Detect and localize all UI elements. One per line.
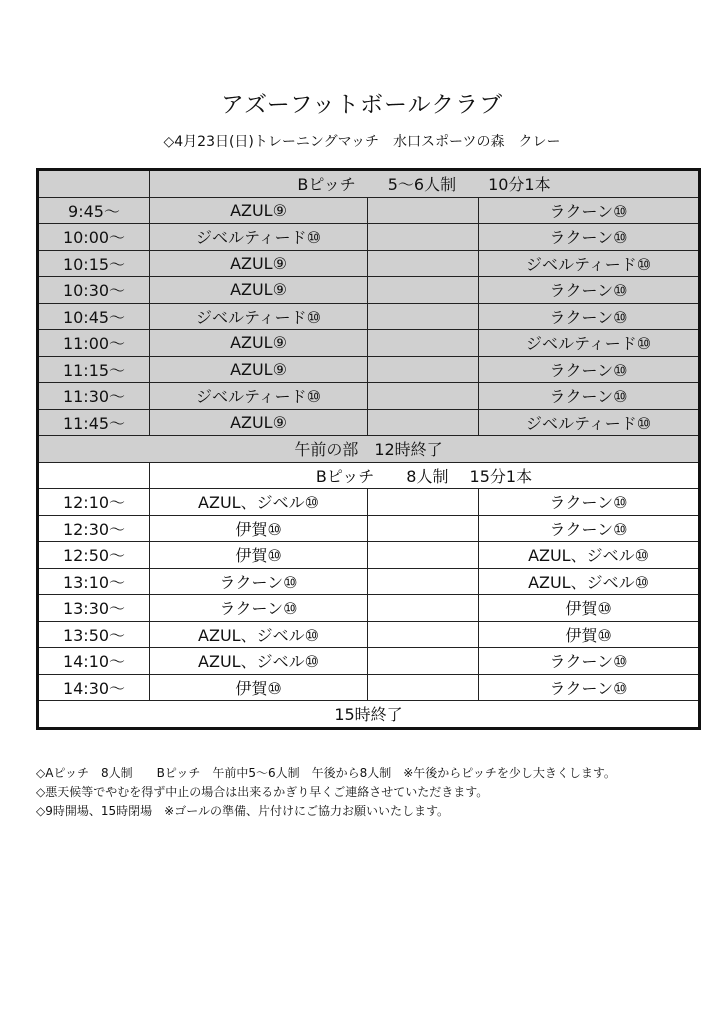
home-team: AZUL、ジベル⑩ bbox=[150, 621, 368, 648]
table-row bbox=[38, 489, 700, 516]
morning-end-row bbox=[38, 436, 700, 463]
notes bbox=[36, 764, 716, 821]
away-team: ジベルティード⑩ bbox=[479, 409, 700, 436]
home-team: 伊賀⑩ bbox=[150, 515, 368, 542]
match-time: 10:15～ bbox=[38, 250, 150, 277]
match-time: 14:10～ bbox=[38, 648, 150, 675]
match-time: 10:30～ bbox=[38, 277, 150, 304]
match-time: 13:50～ bbox=[38, 621, 150, 648]
match-time: 11:00～ bbox=[38, 330, 150, 357]
away-team: 伊賀⑩ bbox=[479, 621, 700, 648]
event-subtitle: ◇4月23日(日)トレーニングマッチ 水口スポーツの森 クレー bbox=[163, 134, 561, 150]
document-title: アズーフットボールクラブ bbox=[220, 92, 504, 118]
table-row bbox=[38, 277, 700, 304]
away-team: ラクーン⑩ bbox=[479, 224, 700, 251]
away-team: ラクーン⑩ bbox=[479, 383, 700, 410]
afternoon-header-row bbox=[38, 462, 700, 489]
note-line: ◇Aピッチ 8人制 Bピッチ 午前中5～6人制 午後から8人制 ※午後からピッチを少し大きくします。 bbox=[36, 766, 616, 780]
home-team: AZUL⑨ bbox=[150, 409, 368, 436]
match-time: 11:45～ bbox=[38, 409, 150, 436]
away-team: ラクーン⑩ bbox=[479, 303, 700, 330]
match-time: 9:45～ bbox=[38, 197, 150, 224]
away-team: ラクーン⑩ bbox=[479, 277, 700, 304]
header-blank-cell bbox=[38, 170, 150, 198]
away-team: ラクーン⑩ bbox=[479, 356, 700, 383]
table-row bbox=[38, 515, 700, 542]
away-team: ジベルティード⑩ bbox=[479, 250, 700, 277]
match-time: 10:45～ bbox=[38, 303, 150, 330]
home-team: 伊賀⑩ bbox=[150, 542, 368, 569]
away-team: ラクーン⑩ bbox=[479, 197, 700, 224]
empty-cell bbox=[368, 621, 479, 648]
home-team: 伊賀⑩ bbox=[150, 674, 368, 701]
table-row bbox=[38, 330, 700, 357]
home-team: AZUL⑨ bbox=[150, 330, 368, 357]
table-row bbox=[38, 648, 700, 675]
empty-cell bbox=[368, 595, 479, 622]
table-row bbox=[38, 595, 700, 622]
empty-cell bbox=[368, 515, 479, 542]
home-team: AZUL、ジベル⑩ bbox=[150, 648, 368, 675]
session-end-text: 15時終了 bbox=[38, 701, 700, 729]
table-row bbox=[38, 409, 700, 436]
table-row bbox=[38, 383, 700, 410]
pitch-header: Bピッチ 8人制 15分1本 bbox=[150, 462, 700, 489]
away-team: ラクーン⑩ bbox=[479, 674, 700, 701]
morning-header-row bbox=[38, 170, 700, 198]
session-end-text: 午前の部 12時終了 bbox=[38, 436, 700, 463]
match-time: 11:15～ bbox=[38, 356, 150, 383]
table-row bbox=[38, 542, 700, 569]
home-team: ジベルティード⑩ bbox=[150, 383, 368, 410]
note-line: ◇9時開場、15時閉場 ※ゴールの準備、片付けにご協力お願いいたします。 bbox=[36, 804, 449, 818]
note-line: ◇悪天候等でやむを得ず中止の場合は出来るかぎり早くご連絡させていただきます。 bbox=[36, 785, 489, 799]
empty-cell bbox=[368, 674, 479, 701]
away-team: ジベルティード⑩ bbox=[479, 330, 700, 357]
home-team: AZUL⑨ bbox=[150, 356, 368, 383]
away-team: ラクーン⑩ bbox=[479, 489, 700, 516]
empty-cell bbox=[368, 330, 479, 357]
match-time: 12:30～ bbox=[38, 515, 150, 542]
table-row bbox=[38, 674, 700, 701]
match-time: 11:30～ bbox=[38, 383, 150, 410]
match-time: 12:10～ bbox=[38, 489, 150, 516]
home-team: ラクーン⑩ bbox=[150, 568, 368, 595]
home-team: AZUL⑨ bbox=[150, 197, 368, 224]
table-row bbox=[38, 621, 700, 648]
table-row bbox=[38, 356, 700, 383]
home-team: ラクーン⑩ bbox=[150, 595, 368, 622]
empty-cell bbox=[368, 303, 479, 330]
match-time: 13:10～ bbox=[38, 568, 150, 595]
match-time: 13:30～ bbox=[38, 595, 150, 622]
schedule-body bbox=[38, 170, 700, 729]
away-team: 伊賀⑩ bbox=[479, 595, 700, 622]
empty-cell bbox=[368, 383, 479, 410]
table-row bbox=[38, 224, 700, 251]
header-blank-cell bbox=[38, 462, 150, 489]
empty-cell bbox=[368, 250, 479, 277]
empty-cell bbox=[368, 489, 479, 516]
empty-cell bbox=[368, 224, 479, 251]
schedule-table bbox=[36, 168, 701, 730]
home-team: AZUL⑨ bbox=[150, 277, 368, 304]
empty-cell bbox=[368, 568, 479, 595]
home-team: AZUL⑨ bbox=[150, 250, 368, 277]
table-row bbox=[38, 250, 700, 277]
empty-cell bbox=[368, 197, 479, 224]
away-team: AZUL、ジベル⑩ bbox=[479, 542, 700, 569]
empty-cell bbox=[368, 356, 479, 383]
empty-cell bbox=[368, 648, 479, 675]
away-team: AZUL、ジベル⑩ bbox=[479, 568, 700, 595]
match-time: 12:50～ bbox=[38, 542, 150, 569]
pitch-header: Bピッチ 5～6人制 10分1本 bbox=[150, 170, 700, 198]
table-row bbox=[38, 568, 700, 595]
empty-cell bbox=[368, 409, 479, 436]
match-time: 14:30～ bbox=[38, 674, 150, 701]
table-row bbox=[38, 303, 700, 330]
away-team: ラクーン⑩ bbox=[479, 648, 700, 675]
empty-cell bbox=[368, 542, 479, 569]
empty-cell bbox=[368, 277, 479, 304]
table-row bbox=[38, 197, 700, 224]
match-time: 10:00～ bbox=[38, 224, 150, 251]
away-team: ラクーン⑩ bbox=[479, 515, 700, 542]
home-team: AZUL、ジベル⑩ bbox=[150, 489, 368, 516]
home-team: ジベルティード⑩ bbox=[150, 224, 368, 251]
afternoon-end-row bbox=[38, 701, 700, 729]
home-team: ジベルティード⑩ bbox=[150, 303, 368, 330]
